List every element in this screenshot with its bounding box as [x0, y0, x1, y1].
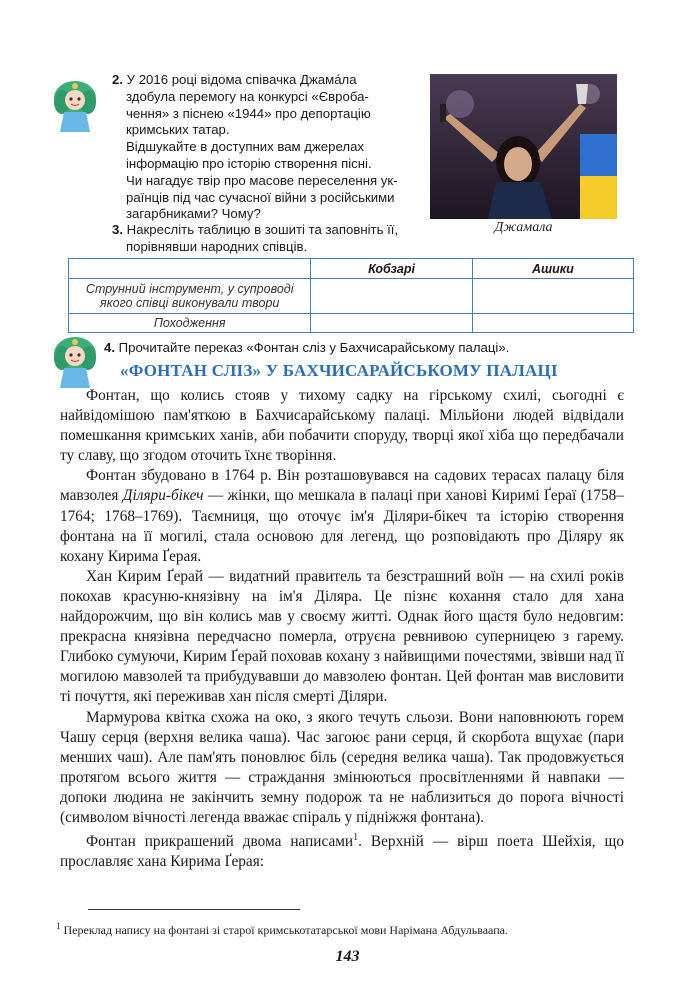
task-2-line: Відшукайте в доступних вам джерелах [126, 139, 364, 155]
footnote-divider [88, 909, 300, 910]
article-body [60, 386, 624, 872]
table-row [69, 279, 634, 314]
page-number: 143 [335, 948, 360, 965]
comparison-table [68, 258, 634, 333]
paragraph-text: Фонтан збудовано в 1764 р. Він розташовувався на садових терасах палацу біля мавзолея [60, 467, 624, 505]
paragraph: Фонтан, що колись стояв у тихому садку на гірському схилі, сьогодні є найвідомішою пам'яткою в Бахчисарайському палаці. Мільйони людей відвідали помешкання кримських ханів, аби побачити споруду, творці якої хіба що передбачали ту славу, що згодом оточить їхнє творіння. [60, 387, 624, 465]
paragraph-text: — жінки, що мешкала в палаці при ханові Киримі Ґераї (1758–1764; 1768–1769). Таємниця, що оточує ім'я Діляри-бікеч та історію створення фонтана на її могилі, стала основою для легенд, що розповідають про Діляру як кохану Кирима Ґерая. [60, 487, 624, 565]
paragraph-text: Фонтан прикрашений двома написами [86, 833, 354, 851]
task-2-line: кримських татар. [126, 122, 230, 138]
footnote [56, 921, 508, 938]
task-2-line: здобула перемогу на конкурсі «Євроба- [126, 88, 369, 104]
task-2 [112, 72, 412, 223]
task-2-number: 2. [112, 72, 123, 87]
mascot-girl-icon [50, 78, 100, 134]
task-4-number: 4. [104, 340, 115, 355]
task-2-line: Чи нагадує твір про масове переселення ук- [126, 172, 398, 188]
table-header-row [69, 259, 634, 279]
table-row-label: Походження [69, 314, 311, 333]
task-3 [112, 222, 412, 256]
table-row [69, 314, 634, 333]
table-cell [311, 314, 472, 333]
paragraph-emphasis: Діляри-бікеч [122, 487, 204, 505]
task-4 [104, 340, 509, 355]
task-4-text: Прочитайте переказ «Фонтан сліз у Бахчисарайському палаці». [118, 340, 510, 355]
task-2-line: раїнців під час сучасної війни з російськими [126, 189, 395, 205]
jamala-photo [430, 74, 617, 219]
mascot-girl-icon [50, 334, 100, 390]
task-2-line: чення» з піснею «1944» про депортацію [126, 105, 371, 121]
paragraph: Хан Кирим Ґерай — видатний правитель та безстрашний воїн — на схилі років покохав красуню-князівну на ім'я Діляра. Це пізнє кохання стало для хана найдорожчим, що він колись мав у своєму житті. Однак його щастя було недовгим: прекрасна князівна передчасно померла, отруєна ревнивою суперницею з гарему. Глибоко сумуючи, Кирим Ґерай поховав кохану з найвищими почестями, звівши над її могилою мавзолей та прибудувавши до мавзолею фонтан. Цей фонтан мав висловити ті почуття, які переживав хан після смерті Діляри. [60, 567, 624, 706]
section-title: «ФОНТАН СЛІЗ» У БАХЧИСАРАЙСЬКОМУ ПАЛАЦІ [120, 361, 558, 380]
photo-caption: Джамала [494, 220, 553, 235]
task-2-line: загарбниками? Чому? [126, 206, 261, 222]
footnote-ref: 1 [353, 832, 359, 844]
table-cell [472, 314, 633, 333]
task-2-line: інформацію про історію створення пісні. [126, 155, 372, 171]
table-row-label: Струнний інструмент, у супроводі якого співці виконували твори [69, 279, 311, 314]
task-2-line: У 2016 році відома співачка Джама́ла [126, 72, 357, 87]
footnote-text: Переклад напису на фонтані зі старої кримськотатарської мови Нарімана Абдульваапа. [63, 923, 508, 937]
table-header-empty [69, 259, 311, 279]
task-3-number: 3. [112, 222, 123, 237]
paragraph [60, 466, 624, 566]
paragraph: Мармурова квітка схожа на око, з якого течуть сльози. Вони наповнюють горем Чашу серця (верхня велика чаша). Час загоює рани серця, й скорбота вщухає (пари менших чаш). Але пам'ять поновлює біль (середня велика чаша). Так продовжується протягом всього життя — страждання змінюються просвітленнями й навпаки — допоки людина не закінчить земну подорож та не наблизиться до порога вічності (символом вічності легенда вважає спіраль у підніжжя фонтана). [60, 708, 624, 826]
table-header-kobzari: Кобзарі [311, 259, 472, 279]
task-3-line: порівнявши народних співців. [126, 238, 308, 254]
table-cell [311, 279, 472, 314]
task-3-line: Накресліть таблицю в зошиті та заповніть її, [126, 222, 399, 237]
paragraph-text: . Верхній — вірш поета Шейхія, що прославляє хана Кирима Ґерая: [60, 833, 624, 871]
footnote-mark: 1 [56, 921, 61, 931]
table-cell [472, 279, 633, 314]
table-header-ashyky: Ашики [472, 259, 633, 279]
paragraph [60, 828, 624, 872]
